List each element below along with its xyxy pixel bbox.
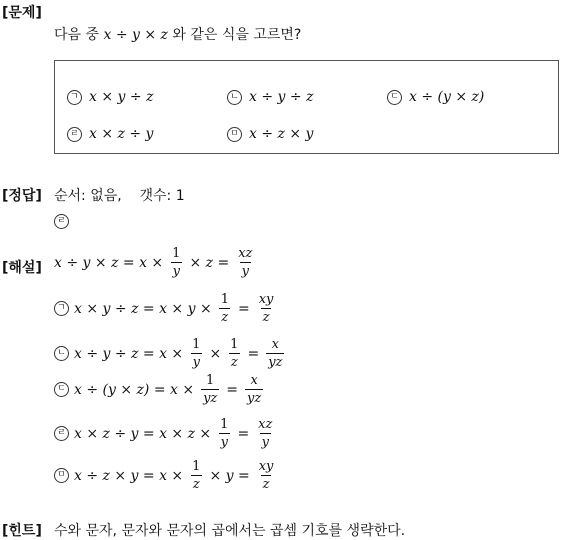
option-mark: ㄹ [67,127,82,142]
problem-tag: [문제] [2,5,42,21]
option-mark: ㄴ [227,90,242,105]
solution-mark: ㄷ [54,382,69,397]
option-expression: x ÷ y ÷ z [249,89,314,105]
solution-mark: ㄴ [54,346,69,361]
solution-mark: ㄹ [54,426,69,441]
fraction: $\frac{1}{y}$ [192,337,201,370]
fraction: $\frac{x}{yz}$ [247,373,262,406]
question-expression: x ÷ y × z [103,27,168,43]
fraction: $\frac{xy}{z}$ [258,459,274,492]
solution-line-0: x ÷ y × z = x × $\frac{1}{y}$ × z = $\frac{xz}{y}$ [54,246,253,279]
option-mark: ㅁ [227,127,242,142]
fraction: $\frac{xz}{y}$ [258,417,273,450]
option-expression: x ÷ (y × z) [409,89,485,105]
solution-line-4: ㄹ x × z ÷ y = x × z × $\frac{1}{y}$ = $\frac{xz}{y}$ [54,418,276,449]
problem-question [54,24,301,44]
hint-text: 수와 문자, 문자와 문자의 곱에서는 곱셈 기호를 생략한다. [54,523,406,539]
option-4 [67,126,153,142]
fraction: $\frac{1}{z}$ [230,337,239,370]
solution-lhs: x × y ÷ z = x × y × [74,300,212,317]
fraction: $\frac{1}{yz}$ [203,373,218,406]
solution-lhs: x ÷ (y × z) = x × [74,381,195,398]
answer-text: 순서: 없음, 갯수: 1 [54,188,185,204]
option-3 [387,89,484,105]
solution-line-1: ㄱ x × y ÷ z = x × y × $\frac{1}{z}$ = $\frac{xy}{z}$ [54,293,277,324]
option-expression: x × z ÷ y [89,126,154,142]
fraction: $\frac{x}{yz}$ [268,337,283,370]
solution-lhs: x ÷ y × z = x × [54,254,164,271]
solution-mark: ㄱ [54,301,69,316]
solution-mark: ㅁ [54,468,69,483]
question-suffix: 와 같은 식을 고르면? [172,27,302,43]
solution-tag: [해설] [2,260,42,276]
hint-tag: [힌트] [2,523,42,539]
fraction: $\frac{1}{z}$ [192,459,201,492]
question-prefix: 다음 중 [54,27,100,43]
options-box [54,60,559,154]
option-expression: x ÷ z × y [249,126,314,142]
solution-line-2: ㄴ x ÷ y ÷ z = x × $\frac{1}{y}$ × $\frac{1}{z}$ = $\frac{x}{yz}$ [54,338,286,369]
fraction: $\frac{1}{y}$ [220,417,229,450]
option-expression: x × y ÷ z [89,89,154,105]
answer-tag: [정답] [2,188,42,204]
fraction: $\frac{xz}{y}$ [238,246,253,279]
solution-lhs: x ÷ z × y = x × [74,467,184,484]
option-5 [227,126,313,142]
solution-line-5: ㅁ x ÷ z × y = x × $\frac{1}{z}$ × y = $\frac{xy}{z}$ [54,460,277,491]
option-1 [67,89,153,105]
solution-lhs: x ÷ y ÷ z = x × [74,345,184,362]
fraction: $\frac{1}{y}$ [172,246,181,279]
option-mark: ㄷ [387,90,402,105]
answer-mark: ㄹ [54,214,69,229]
solution-lhs: x × z ÷ y = x × z × [74,425,212,442]
option-mark: ㄱ [67,90,82,105]
answer-mark-row [54,211,69,229]
solution-line-3: ㄷ x ÷ (y × z) = x × $\frac{1}{yz}$ = $\frac{x}{yz}$ [54,374,265,405]
fraction: $\frac{xy}{z}$ [258,292,274,325]
fraction: $\frac{1}{z}$ [220,292,229,325]
option-2 [227,89,313,105]
